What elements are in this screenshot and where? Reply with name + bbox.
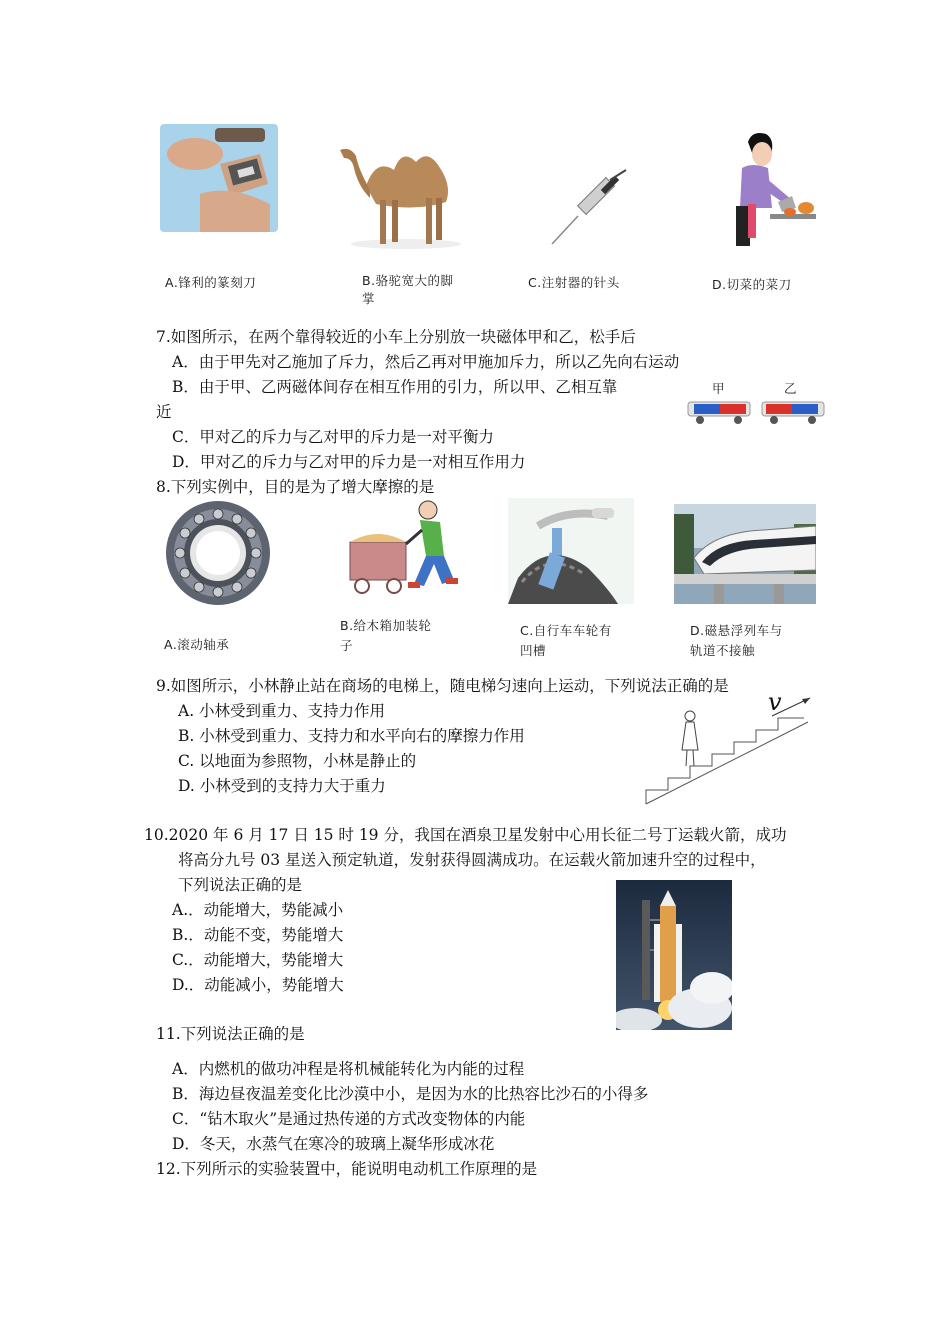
- q7-option-b-line2: 近: [156, 403, 172, 421]
- q8-option-c-line1: C.自行车车轮有: [520, 623, 612, 638]
- q6-option-d: D.切菜的菜刀: [712, 277, 792, 292]
- carving-knife-image: [160, 124, 278, 232]
- magnet-label-yi: 乙: [784, 381, 798, 396]
- q11-option-b: B．海边昼夜温差变化比沙漠中小，是因为水的比热容比沙石的小得多: [172, 1085, 649, 1103]
- q9-option-a: A. 小林受到重力、支持力作用: [178, 702, 386, 720]
- rocket-launch-image: [616, 880, 732, 1030]
- q8-option-d-line2: 轨道不接触: [690, 643, 756, 658]
- q9-option-b: B. 小林受到重力、支持力和水平向右的摩擦力作用: [178, 727, 525, 745]
- q10-option-a: A.．动能增大，势能减小: [172, 901, 344, 919]
- q8-option-a: A.滚动轴承: [164, 637, 230, 652]
- q11-option-d: D．冬天，水蒸气在寒冷的玻璃上凝华形成冰花: [172, 1135, 495, 1153]
- q12-stem: 12.下列所示的实验装置中，能说明电动机工作原理的是: [156, 1160, 538, 1178]
- q11-option-a: A．内燃机的做功冲程是将机械能转化为内能的过程: [172, 1060, 525, 1078]
- q9-stem: 9.如图所示，小林静止站在商场的电梯上，随电梯匀速向上运动，下列说法正确的是: [156, 677, 729, 695]
- q7-option-d: D．甲对乙的斥力与乙对甲的斥力是一对相互作用力: [172, 453, 526, 471]
- q8-option-b-line1: B.给木箱加装轮: [340, 618, 432, 633]
- q11-option-c: C．“钻木取火”是通过热传递的方式改变物体的内能: [172, 1110, 526, 1128]
- q8-option-c-line2: 凹槽: [520, 643, 547, 658]
- q10-option-c: C.．动能增大，势能增大: [172, 951, 344, 969]
- q10-stem-line2: 将高分九号 03 星送入预定轨道，发射获得圆满成功。在运载火箭加速升空的过程中，: [178, 851, 766, 869]
- q8-stem: 8.下列实例中，目的是为了增大摩擦的是: [156, 478, 435, 496]
- magnet-label-jia: 甲: [712, 381, 726, 396]
- q7-stem: 7.如图所示，在两个靠得较近的小车上分别放一块磁体甲和乙，松手后: [156, 328, 636, 346]
- escalator-diagram: [644, 692, 816, 808]
- q10-option-d: D.．动能减小，势能增大: [172, 976, 344, 994]
- q6-option-c: C.注射器的针头: [528, 275, 620, 290]
- rolling-bearing-image: [162, 500, 274, 606]
- maglev-train-image: [674, 504, 816, 604]
- q10-stem-line3: 下列说法正确的是: [178, 876, 303, 894]
- q6-option-b-line2: 掌: [362, 291, 376, 306]
- q9-option-d: D. 小林受到的支持力大于重力: [178, 777, 386, 795]
- q7-option-a: A．由于甲先对乙施加了斥力，然后乙再对甲施加斥力，所以乙先向右运动: [172, 353, 680, 371]
- q6-option-b-line1: B.骆驼宽大的脚: [362, 273, 454, 288]
- q7-option-c: C．甲对乙的斥力与乙对甲的斥力是一对平衡力: [172, 428, 494, 446]
- q10-option-b: B.．动能不变，势能增大: [172, 926, 344, 944]
- q11-stem: 11.下列说法正确的是: [156, 1025, 305, 1043]
- camel-image: [336, 128, 462, 250]
- velocity-label: v: [768, 688, 782, 716]
- q7-option-b-line1: B．由于甲、乙两磁体间存在相互作用的引力，所以甲、乙相互靠: [172, 378, 618, 396]
- q8-option-b-line2: 子: [340, 638, 354, 653]
- q9-option-c: C. 以地面为参照物，小林是静止的: [178, 752, 417, 770]
- woman-cutting-vegetables-image: [712, 128, 816, 248]
- q10-stem-line1: 10.2020 年 6 月 17 日 15 时 19 分，我国在酒泉卫星发射中心用长征二号丁运载火箭，成功: [144, 826, 787, 844]
- bicycle-tire-image: [508, 498, 634, 604]
- syringe-image: [548, 168, 630, 248]
- magnet-carts-image: [686, 398, 828, 426]
- wooden-box-wheels-image: [344, 498, 470, 598]
- q8-option-d-line1: D.磁悬浮列车与: [690, 623, 783, 638]
- q6-option-a: A.锋利的篆刻刀: [165, 275, 257, 290]
